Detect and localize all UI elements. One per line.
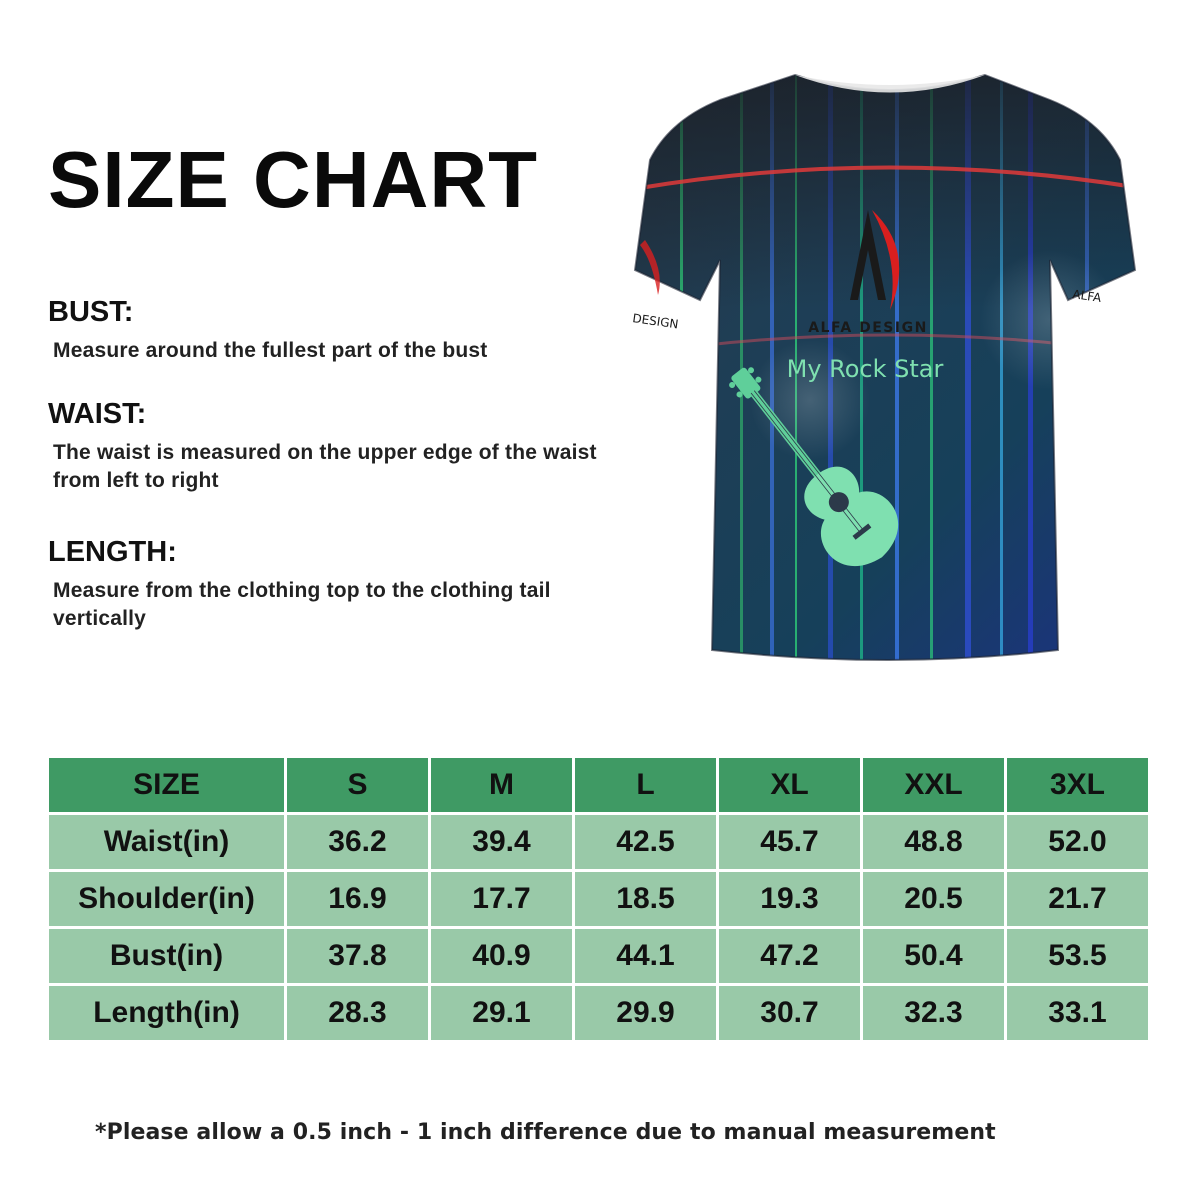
table-cell: 21.7 [1007, 872, 1148, 926]
length-heading: LENGTH: [48, 536, 177, 568]
size-table [46, 755, 1151, 1043]
sleeve-brand-right: ALFA [1071, 287, 1103, 305]
waist-description: The waist is measured on the upper edge of the waist from left to right [53, 441, 597, 492]
table-cell: 52.0 [1007, 815, 1148, 869]
size-header-label: SIZE [49, 758, 284, 812]
table-cell: 32.3 [863, 986, 1004, 1040]
row-label: Waist(in) [49, 815, 284, 869]
table-cell: 17.7 [431, 872, 572, 926]
tshirt-image [580, 60, 1200, 680]
table-cell: 16.9 [287, 872, 428, 926]
size-header-l: L [575, 758, 716, 812]
table-cell: 53.5 [1007, 929, 1148, 983]
table-cell: 20.5 [863, 872, 1004, 926]
table-cell: 28.3 [287, 986, 428, 1040]
table-cell: 39.4 [431, 815, 572, 869]
table-cell: 37.8 [287, 929, 428, 983]
table-cell: 29.1 [431, 986, 572, 1040]
row-label: Bust(in) [49, 929, 284, 983]
row-label: Shoulder(in) [49, 872, 284, 926]
size-header-row [49, 758, 1148, 812]
size-header-m: M [431, 758, 572, 812]
brand-name: ALFA DESIGN [808, 320, 928, 336]
bust-heading: BUST: [48, 296, 134, 328]
table-cell: 48.8 [863, 815, 1004, 869]
table-cell: 19.3 [719, 872, 860, 926]
table-cell: 42.5 [575, 815, 716, 869]
table-cell: 36.2 [287, 815, 428, 869]
table-cell: 50.4 [863, 929, 1004, 983]
length-description: Measure from the clothing top to the clothing tail vertically [53, 579, 551, 630]
waist-heading: WAIST: [48, 398, 147, 430]
sleeve-brand-left: DESIGN [631, 311, 680, 332]
table-cell: 29.9 [575, 986, 716, 1040]
table-row-waist [49, 815, 1148, 869]
table-row-shoulder [49, 872, 1148, 926]
table-cell: 45.7 [719, 815, 860, 869]
bust-measure-block [48, 298, 608, 365]
footnote: *Please allow a 0.5 inch - 1 inch difference due to manual measurement [95, 1120, 996, 1145]
size-header-xl: XL [719, 758, 860, 812]
table-cell: 30.7 [719, 986, 860, 1040]
size-header-3xl: 3XL [1007, 758, 1148, 812]
length-measure-block [48, 538, 608, 633]
size-header-xxl: XXL [863, 758, 1004, 812]
table-cell: 40.9 [431, 929, 572, 983]
table-cell: 18.5 [575, 872, 716, 926]
page-title: SIZE CHART [48, 135, 538, 224]
waist-measure-block [48, 400, 608, 495]
table-row-bust [49, 929, 1148, 983]
size-header-s: S [287, 758, 428, 812]
table-cell: 44.1 [575, 929, 716, 983]
bust-description: Measure around the fullest part of the bust [53, 339, 488, 362]
table-cell: 33.1 [1007, 986, 1148, 1040]
row-label: Length(in) [49, 986, 284, 1040]
table-row-length [49, 986, 1148, 1040]
shirt-tagline: My Rock Star [786, 355, 944, 383]
table-cell: 47.2 [719, 929, 860, 983]
